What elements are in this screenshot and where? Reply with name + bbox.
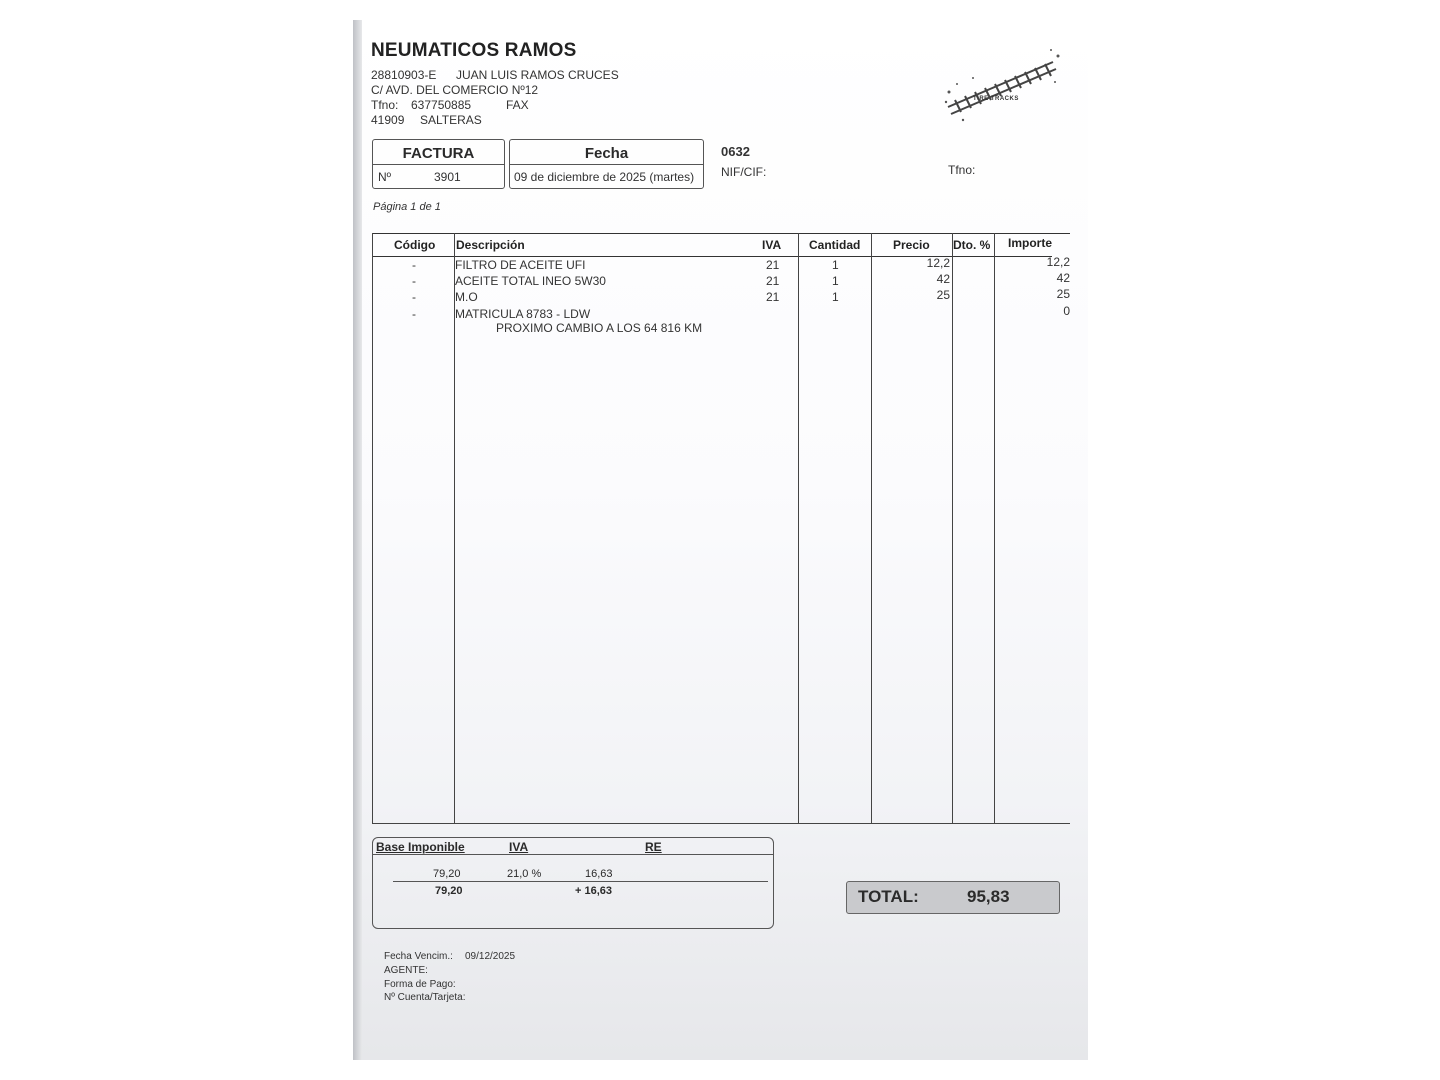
row-1-description: FILTRO DE ACEITE UFI (455, 258, 586, 272)
row-3-code: - (412, 290, 416, 304)
tax-summary-box (372, 837, 774, 929)
box-divider (373, 164, 504, 165)
tax-sum-divider (393, 881, 768, 882)
iva-amount: 16,63 (585, 868, 613, 880)
invoice-number-box (372, 139, 505, 189)
column-divider (372, 233, 373, 823)
invoice-date-box (509, 139, 704, 189)
row-4-code: - (412, 307, 416, 321)
company-fax-label: FAX (506, 98, 529, 112)
items-table (372, 233, 1070, 823)
iva-rate: 21,0 % (507, 868, 542, 880)
header-code: Código (394, 238, 436, 252)
client-code: 0632 (721, 144, 750, 159)
nif-label: NIF/CIF: (721, 165, 767, 179)
row-3-amount: 25 (1056, 287, 1070, 301)
table-bottom-border (372, 823, 1070, 824)
column-divider (454, 233, 455, 823)
row-2-amount: 42 (1056, 271, 1070, 285)
due-date-label: Fecha Vencim.: (384, 951, 453, 962)
header-description: Descripción (456, 238, 525, 252)
box-divider (510, 164, 703, 165)
invoice-number: 3901 (434, 170, 461, 184)
row-1-price: 12,2 (926, 256, 950, 270)
total-amount: 95,83 (967, 887, 1010, 906)
iva-sum: + 16,63 (575, 885, 613, 897)
company-phone-label: Tfno: (371, 98, 399, 112)
invoice-title: FACTURA (402, 145, 475, 162)
invoice-date: 09 de diciembre de 2025 (martes) (514, 170, 695, 184)
date-label: Fecha (584, 145, 629, 162)
header-iva: IVA (762, 238, 782, 252)
header-price: Precio (893, 238, 930, 252)
row-4-amount: 0 (1063, 304, 1070, 318)
base-amount: 79,20 (433, 868, 461, 880)
column-divider (994, 233, 995, 823)
column-divider (871, 233, 872, 823)
company-city: SALTERAS (420, 113, 482, 127)
row-3-quantity: 1 (832, 290, 839, 304)
row-1-amount: 12,2 (1046, 255, 1070, 269)
iva-label: IVA (509, 840, 529, 854)
row-2-quantity: 1 (832, 274, 839, 288)
table-header-border (372, 256, 1052, 257)
row-4-description: MATRICULA 8783 - LDW (455, 307, 591, 321)
row-3-description: M.O (455, 290, 478, 304)
tire-tracks-logo (943, 42, 1063, 122)
company-tax-id: 28810903-E (371, 68, 437, 82)
invoice-number-label: Nº (378, 170, 392, 184)
base-label: Base Imponible (376, 840, 465, 854)
row-3-iva: 21 (766, 290, 780, 304)
row-3-price: 25 (936, 288, 950, 302)
row-2-iva: 21 (766, 274, 780, 288)
payment-method-label: Forma de Pago: (384, 979, 456, 990)
row-2-price: 42 (936, 272, 950, 286)
table-top-border (372, 233, 1070, 234)
due-date: 09/12/2025 (465, 951, 516, 962)
invoice-sheet (353, 20, 1088, 1060)
row-1-code: - (412, 258, 416, 272)
company-postal-code: 41909 (371, 113, 405, 127)
service-note: PROXIMO CAMBIO A LOS 64 816 KM (496, 321, 703, 335)
account-label: Nº Cuenta/Tarjeta: (384, 992, 466, 1003)
row-2-description: ACEITE TOTAL INEO 5W30 (455, 274, 606, 288)
row-1-quantity: 1 (832, 258, 839, 272)
column-divider (798, 233, 799, 823)
sheet-shadow-edge (353, 20, 362, 1060)
company-name: NEUMATICOS RAMOS (371, 40, 577, 61)
logo-text: TIRE TRACKS (973, 96, 1019, 102)
agent-label: AGENTE: (384, 965, 428, 976)
row-1-iva: 21 (766, 258, 780, 272)
total-label: TOTAL: (858, 887, 919, 906)
client-phone-label: Tfno: (948, 163, 976, 177)
company-phone: 637750885 (411, 98, 472, 112)
tax-header-divider (373, 854, 773, 855)
company-owner: JUAN LUIS RAMOS CRUCES (456, 68, 619, 82)
grand-total-box (846, 881, 1060, 914)
row-2-code: - (412, 274, 416, 288)
company-address: C/ AVD. DEL COMERCIO Nº12 (371, 83, 539, 97)
header-quantity: Cantidad (809, 238, 861, 252)
re-label: RE (645, 840, 662, 854)
page-info: Página 1 de 1 (373, 201, 441, 213)
header-discount: Dto. % (953, 238, 991, 252)
header-amount: Importe (1008, 236, 1053, 250)
column-divider (952, 233, 953, 823)
base-sum: 79,20 (435, 885, 463, 897)
